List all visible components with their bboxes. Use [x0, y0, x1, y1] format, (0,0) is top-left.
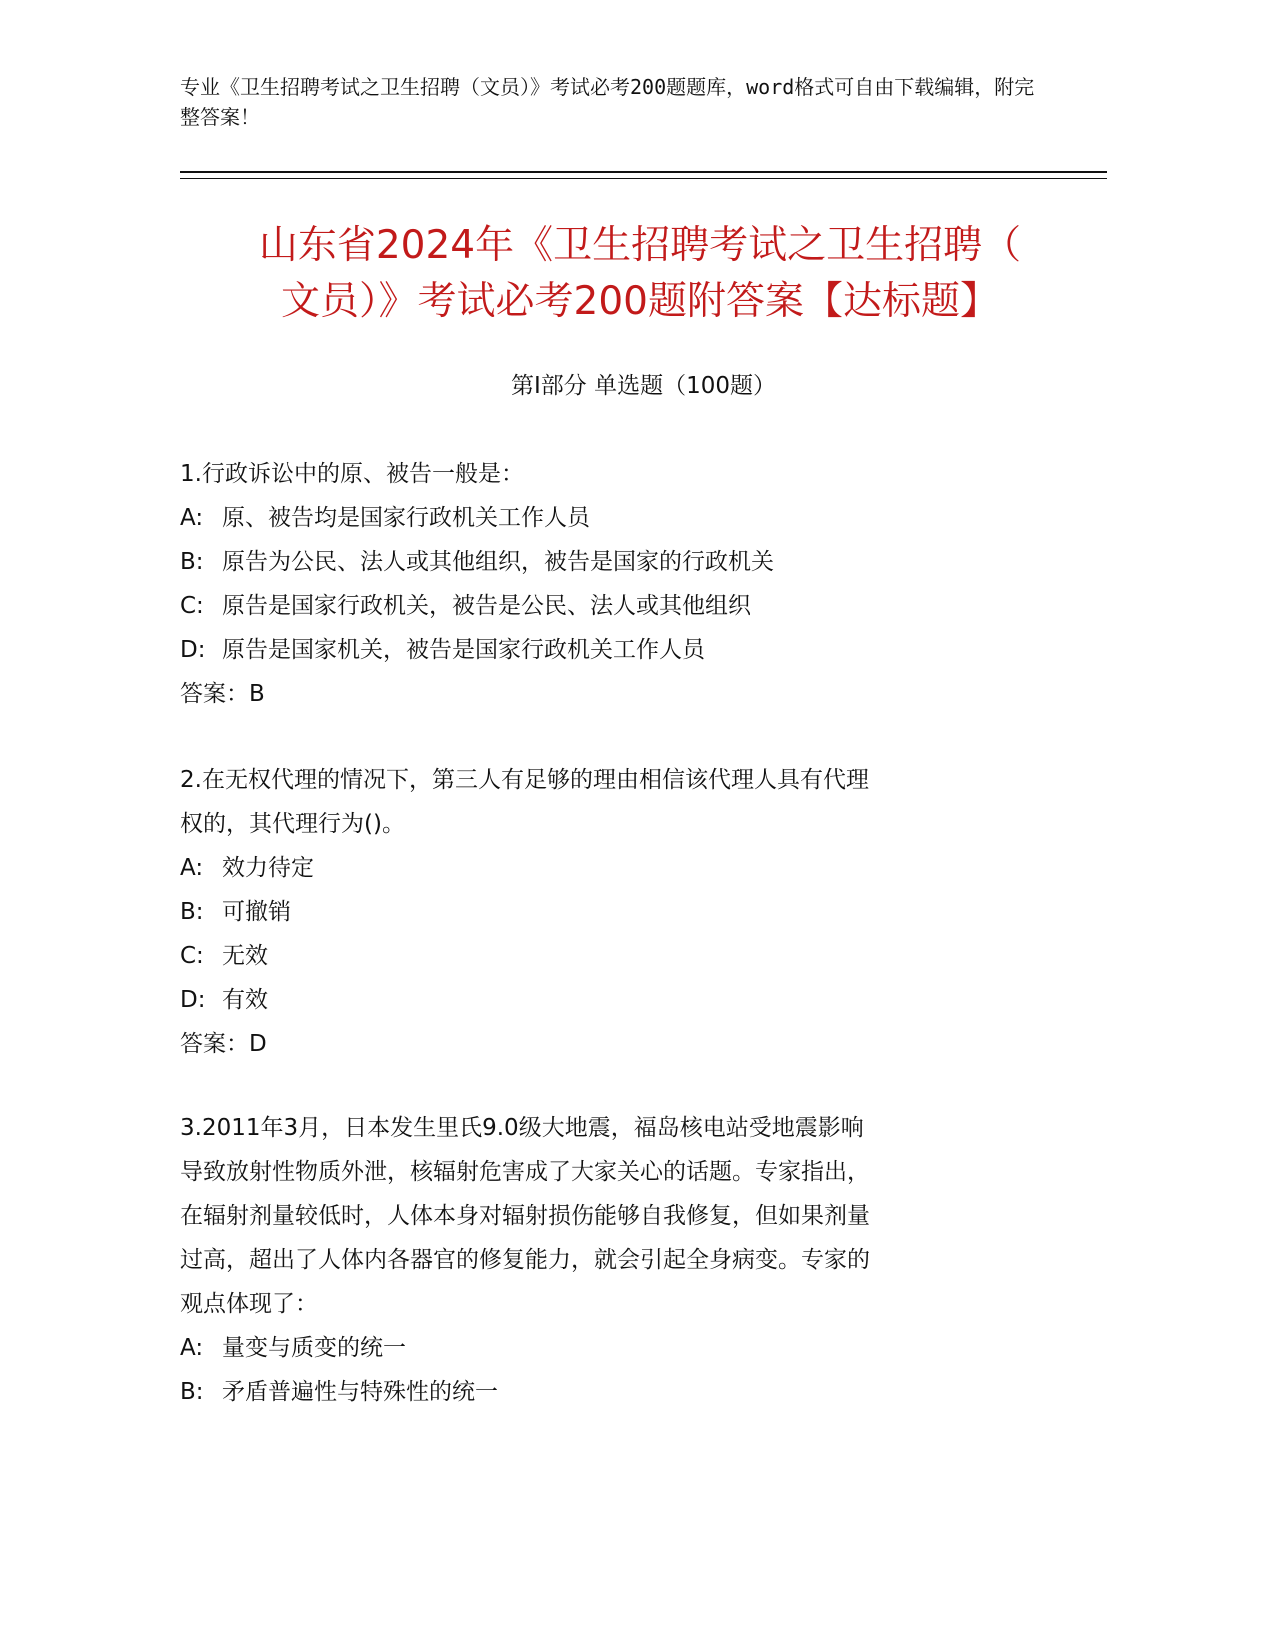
option-letter: A: — [180, 855, 204, 881]
option-a — [180, 846, 1040, 890]
option-text: 无效 — [222, 943, 268, 969]
question-stem-line: 过高，超出了人体内各器官的修复能力，就会引起全身病变。专家的 — [180, 1247, 870, 1273]
question-stem-line: 导致放射性物质外泄，核辐射危害成了大家关心的话题。专家指出， — [180, 1159, 870, 1185]
question-1 — [180, 452, 1040, 716]
header-rule-thick — [180, 171, 1107, 173]
option-letter: B: — [180, 899, 204, 925]
option-text: 原告是国家行政机关，被告是公民、法人或其他组织 — [222, 593, 751, 619]
question-stem-line: 1.行政诉讼中的原、被告一般是： — [180, 461, 524, 487]
document-title-line-1: 山东省2024年《卫生招聘考试之卫生招聘（ — [258, 223, 1022, 268]
option-letter: B: — [180, 1379, 204, 1405]
option-letter: C: — [180, 593, 204, 619]
option-text: 量变与质变的统一 — [222, 1335, 406, 1361]
option-letter: C: — [180, 943, 204, 969]
option-d — [180, 628, 1040, 672]
question-stem-line: 3.2011年3月，日本发生里氏9.0级大地震，福岛核电站受地震影响 — [180, 1115, 864, 1141]
option-b — [180, 890, 1040, 934]
section-title: 第Ⅰ部分 单选题（100题） — [511, 373, 776, 399]
option-text: 矛盾普遍性与特殊性的统一 — [222, 1379, 498, 1405]
option-d — [180, 978, 1040, 1022]
question-stem-line: 观点体现了： — [180, 1291, 318, 1317]
option-text: 有效 — [222, 987, 268, 1013]
document-title-line-2: 文员）》考试必考200题附答案【达标题】 — [281, 279, 999, 324]
option-c — [180, 934, 1040, 978]
option-text: 可撤销 — [222, 899, 291, 925]
option-letter: B: — [180, 549, 204, 575]
question-stem-line: 在辐射剂量较低时，人体本身对辐射损伤能够自我修复，但如果剂量 — [180, 1203, 870, 1229]
option-a — [180, 1326, 1040, 1370]
question-stem-line: 权的，其代理行为()。 — [180, 811, 405, 837]
option-text: 原、被告均是国家行政机关工作人员 — [222, 505, 590, 531]
question-2 — [180, 758, 1040, 1066]
answer-line: 答案：B — [180, 681, 265, 707]
option-letter: D: — [180, 637, 206, 663]
option-letter: D: — [180, 987, 206, 1013]
answer-line: 答案：D — [180, 1031, 267, 1057]
header-rule-thin — [180, 178, 1107, 179]
option-c — [180, 584, 1040, 628]
header-note: 专业《卫生招聘考试之卫生招聘（文员）》考试必考200题题库，word格式可自由下载编辑，附完整答案！ — [180, 75, 1035, 129]
option-b — [180, 540, 1040, 584]
option-a — [180, 496, 1040, 540]
question-stem-line: 2.在无权代理的情况下，第三人有足够的理由相信该代理人具有代理 — [180, 767, 869, 793]
option-b — [180, 1370, 1040, 1414]
question-3 — [180, 1106, 1040, 1414]
option-text: 效力待定 — [222, 855, 314, 881]
option-letter: A: — [180, 1335, 204, 1361]
option-text: 原告为公民、法人或其他组织，被告是国家的行政机关 — [222, 549, 774, 575]
option-text: 原告是国家机关，被告是国家行政机关工作人员 — [222, 637, 705, 663]
document-title — [160, 218, 1120, 330]
option-letter: A: — [180, 505, 204, 531]
